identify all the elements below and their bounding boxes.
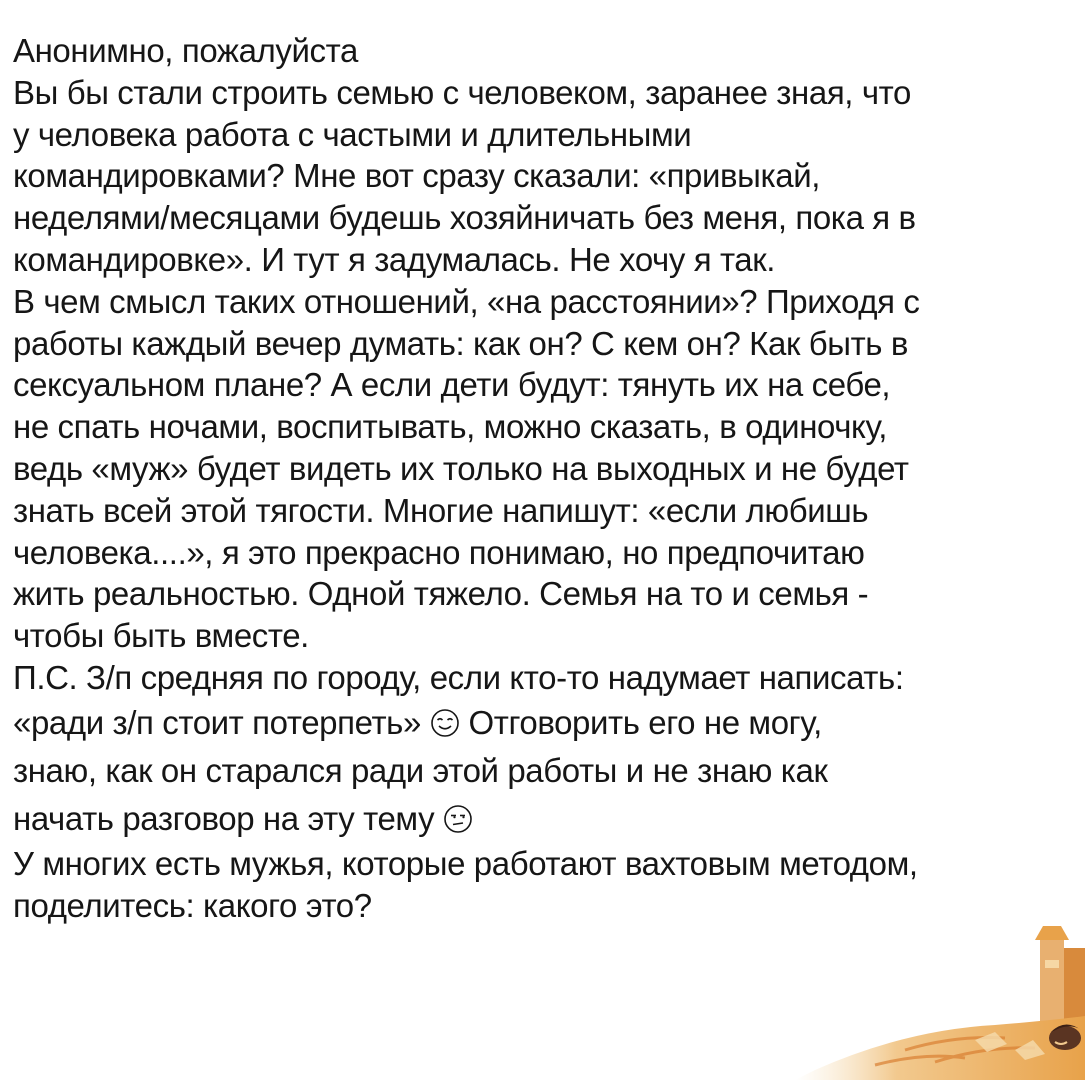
ps-quote: «ради з/п стоит потерпеть» [13, 703, 421, 741]
post-paragraph-2: В чем смысл таких отношений, «на расстоянии»? Приходя с работы каждый вечер думать: как он? С кем он? Как быть в сексуальном плане? А если дети будут: тянуть их на себе, не спать ночами, воспитывать, можно сказать, в одиночку, ведь «муж» будет видеть их только на выходных и не будет знать всей этой тягости. Многие напишут: «если любишь человека....», я это прекрасно понимаю, но предпочитаю жить реальностью. Одной тяжело. Семья на то и семья - чтобы быть вместе. [13, 282, 920, 655]
anonymous-post [13, 30, 1075, 926]
unamused-face-icon [443, 804, 473, 834]
sleeping-woman-illustration [755, 920, 1085, 1080]
ps-ending: начать разговор на эту тему [13, 799, 435, 837]
post-ps-line-4 [13, 795, 1075, 843]
post-ps-line-3: знаю, как он старался ради этой работы и не знаю как [13, 751, 828, 789]
post-paragraph-1: Вы бы стали строить семью с человеком, заранее зная, что у человека работа с частыми и длительными командировками? Мне вот сразу сказали: «привыкай, неделями/месяцами будешь хозяйничать без меня, пока я в командировке». И тут я задумалась. Не хочу я так. [13, 73, 916, 278]
relieved-face-icon [430, 708, 460, 738]
post-header: Анонимно, пожалуйста [13, 32, 358, 69]
post-paragraph-4: У многих есть мужья, которые работают вахтовым методом, поделитесь: какого это? [13, 844, 918, 924]
post-ps-line-1: П.С. З/п средняя по городу, если кто-то надумает написать: [13, 658, 904, 696]
ps-continuation: Отговорить его не могу, [468, 703, 822, 741]
blanket [795, 1016, 1085, 1080]
post-ps-line-2 [13, 699, 1075, 747]
